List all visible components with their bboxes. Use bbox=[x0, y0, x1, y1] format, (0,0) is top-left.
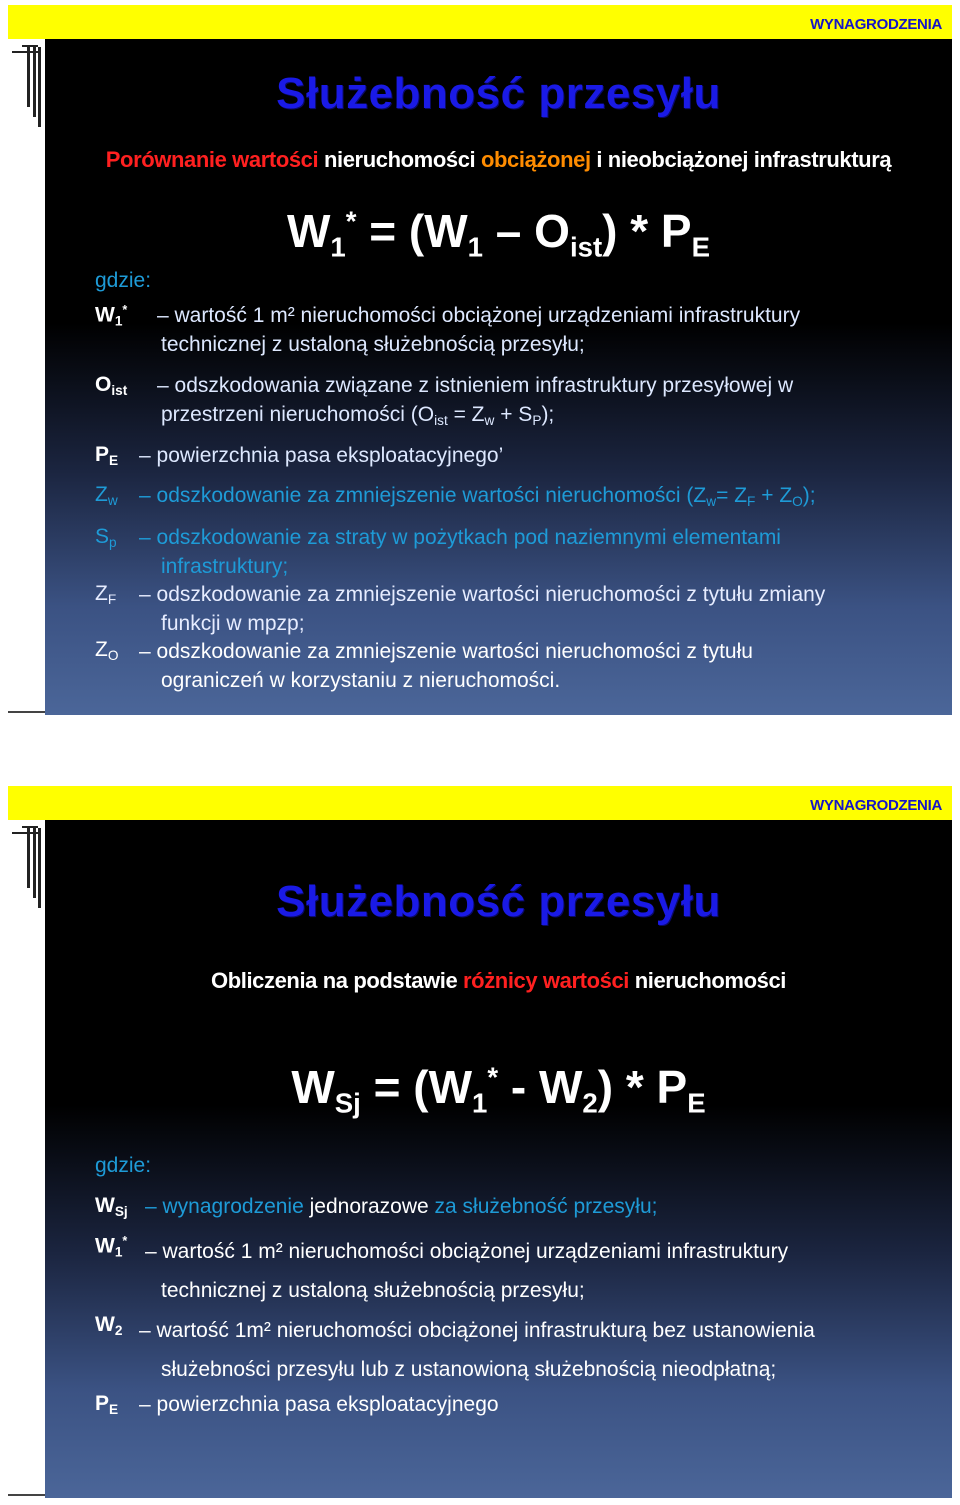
page-title: Służebność przesyłu bbox=[276, 69, 721, 118]
def-text: – wartość 1 m² nieruchomości obciążonej urządzeniami infrastruktury technicznej z ustaloną służebnością przesyłu; bbox=[145, 1240, 789, 1302]
formula bbox=[45, 204, 952, 264]
decor-bottom-line bbox=[8, 1494, 45, 1496]
slide-1 bbox=[0, 5, 960, 715]
subtitle-part: i nieobciążonej infrastrukturą bbox=[590, 147, 892, 172]
def-text: – odszkodowanie za zmniejszenie wartości nieruchomości $(Z_w= Z_F + Z_O)$; bbox=[139, 484, 816, 510]
subtitle-part: Obliczenia na podstawie bbox=[210, 968, 463, 993]
formula-sub: E bbox=[691, 231, 711, 263]
def-text: – powierzchnia pasa eksploatacyjnego bbox=[139, 1393, 499, 1416]
formula-sub: E bbox=[687, 1087, 706, 1119]
decor-bottom-line bbox=[8, 711, 45, 713]
formula-part: = (W bbox=[356, 205, 468, 257]
formula-sub: 2 bbox=[582, 1087, 598, 1119]
def-symbol: $W_1^*$ bbox=[95, 303, 128, 329]
def-symbol: $S_p$ bbox=[95, 525, 117, 551]
formula-part: – O bbox=[483, 205, 570, 257]
formula-sub: ist bbox=[569, 231, 603, 263]
formula-part: W bbox=[291, 1061, 335, 1113]
formula-part: W bbox=[286, 205, 331, 257]
formula-part: = (W bbox=[360, 1061, 473, 1113]
formula bbox=[45, 1060, 952, 1120]
def-text: – wartość 1 m² nieruchomości obciążonej urządzeniami infrastruktury technicznej z ustaloną służebnością przesyłu; bbox=[157, 304, 801, 356]
def-symbol: $W_{Sj}$ bbox=[95, 1194, 128, 1220]
def-text: – odszkodowania związane z istnieniem infrastruktury przesyłowej w przestrzeni nieruchomości $(O_{ist} = Z_w + S_P)$; bbox=[157, 374, 794, 429]
formula-sup: * bbox=[345, 205, 357, 237]
subtitle bbox=[45, 147, 952, 173]
def-text: – wynagrodzenie jednorazowe za służebność przesyłu; bbox=[145, 1195, 658, 1218]
formula-sub: Sj bbox=[334, 1087, 361, 1119]
def-symbol: $Z_F$ bbox=[95, 582, 117, 608]
decor-lines bbox=[0, 5, 45, 715]
def-text: – odszkodowanie za zmniejszenie wartości nieruchomości z tytułu zmiany funkcji w mpzp; bbox=[139, 583, 826, 635]
page-title: Służebność przesyłu bbox=[276, 877, 721, 926]
def-symbol: $Z_w$ bbox=[95, 483, 118, 509]
section-tag: WYNAGRODZENIA bbox=[810, 797, 942, 814]
slide-1-panel bbox=[45, 39, 952, 715]
def-symbol: $P_E$ bbox=[95, 443, 119, 469]
slide-2 bbox=[0, 786, 960, 1498]
decor-lines bbox=[0, 786, 45, 1498]
subtitle-part: Porównanie wartości bbox=[105, 147, 319, 172]
def-symbol: $W_2$ bbox=[95, 1313, 123, 1339]
where-label: gdzie: bbox=[95, 1154, 152, 1177]
subtitle-part: nieruchomości bbox=[318, 147, 481, 172]
def-text: – powierzchnia pasa eksploatacyjnego’ bbox=[139, 444, 504, 467]
def-text: – odszkodowanie za straty w pożytkach pod naziemnymi elementami infrastruktury; bbox=[139, 526, 781, 578]
subtitle bbox=[45, 968, 952, 994]
def-text: – wartość 1m² nieruchomości obciążonej infrastrukturą bez ustanowienia służebności przesyłu lub z ustanowioną służebnością nieodpłatną; bbox=[139, 1319, 815, 1381]
subtitle-part: nieruchomości bbox=[629, 968, 786, 993]
def-symbol: $O_{ist}$ bbox=[95, 373, 128, 399]
def-symbol: $P_E$ bbox=[95, 1392, 119, 1418]
subtitle-part: różnicy wartości bbox=[463, 968, 629, 993]
formula-sub: 1 bbox=[467, 231, 484, 263]
def-symbol: $W_1^*$ bbox=[95, 1234, 128, 1260]
def-text: – odszkodowanie za zmniejszenie wartości nieruchomości z tytułu ograniczeń w korzystaniu z nieruchomości. bbox=[139, 640, 753, 692]
slide-2-panel bbox=[45, 820, 952, 1498]
section-tag: WYNAGRODZENIA bbox=[810, 16, 942, 33]
def-symbol: $Z_O$ bbox=[95, 638, 119, 664]
formula-sub: 1 bbox=[472, 1087, 488, 1119]
formula-part: ) * P bbox=[597, 1061, 688, 1113]
where-label: gdzie: bbox=[95, 269, 152, 292]
formula-sub: 1 bbox=[330, 231, 346, 263]
formula-sup: * bbox=[487, 1061, 499, 1093]
formula-part: ) * P bbox=[602, 205, 692, 257]
subtitle-part: obciążonej bbox=[480, 147, 591, 172]
formula-part: - W bbox=[498, 1061, 583, 1113]
